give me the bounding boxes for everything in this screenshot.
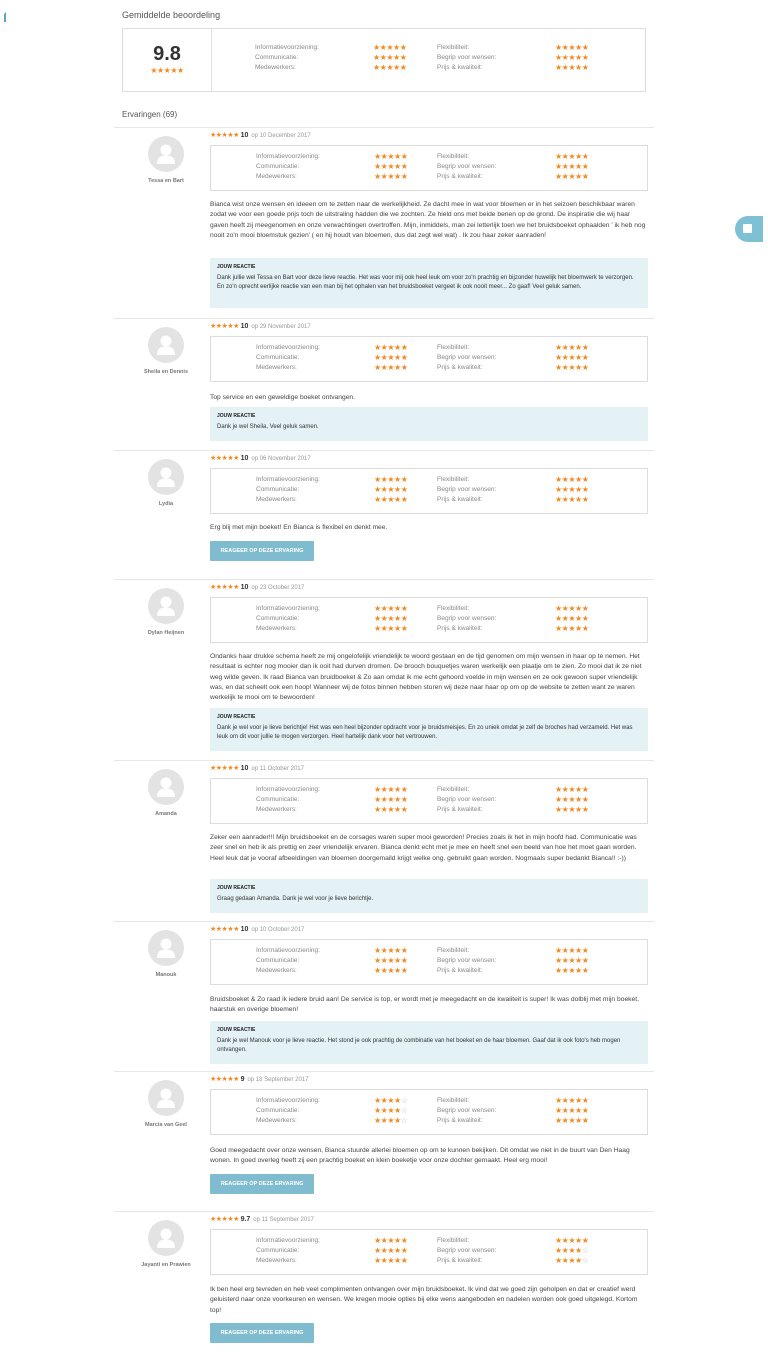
user-icon bbox=[156, 776, 176, 798]
reviewer-name: Manouk bbox=[155, 972, 177, 978]
rating-row bbox=[437, 1256, 602, 1266]
rating-row bbox=[437, 1106, 602, 1116]
rating-label: Medewerkers: bbox=[256, 967, 297, 974]
reply-title: JOUW REACTIE bbox=[217, 264, 256, 270]
review-ratings-right bbox=[437, 152, 602, 182]
chat-button[interactable] bbox=[735, 216, 763, 242]
rating-stars: ★★★★☆ bbox=[555, 1256, 589, 1265]
rating-stars: ★★★★★ bbox=[555, 172, 589, 181]
rating-row bbox=[256, 795, 421, 805]
rating-stars: ★★★★★ bbox=[555, 795, 589, 804]
rating-row bbox=[256, 1236, 421, 1246]
rating-stars: ★★★★★ bbox=[374, 604, 408, 613]
rating-stars: ★★★★☆ bbox=[555, 1246, 589, 1255]
summary-ratings-right bbox=[437, 43, 597, 73]
avatar bbox=[148, 588, 184, 624]
rating-stars: ★★★★★ bbox=[374, 966, 408, 975]
review-ratings-right bbox=[437, 785, 602, 815]
rating-row bbox=[437, 624, 602, 634]
review-text: Bianca wist onze wensen en ideeen om te zetten naar de werkelijkheid. Ze dacht mee in wat voor bloemen er in het seizoen beschikbaar waren zodat we voor een goede prijs toch de uitstraling hadden die we zochten. Ze hield ons met beide benen op de grond. De inspiratie die wij haar gaven heeft zij meegenomen en onze verwachtingen overtroffen. Mijn, inmiddels, man zei letterlijk toen we het bruidsboeket ophaalden ' ik heb nog nooit zo'n mooi bloemstuk gezien' ( en hij houdt van bloemen, dus dat zegt wel wat) . Ik zou haar zeker aanraden! bbox=[210, 201, 646, 239]
avatar bbox=[148, 327, 184, 363]
rating-label: Informatievoorziening: bbox=[256, 1237, 320, 1244]
review-ratings-right bbox=[437, 604, 602, 634]
rating-label: Prijs & kwaliteit: bbox=[437, 173, 483, 180]
owner-reply bbox=[210, 258, 648, 308]
owner-reply bbox=[210, 879, 648, 913]
avatar bbox=[148, 1080, 184, 1116]
rating-stars: ★★★★★ bbox=[555, 1236, 589, 1245]
reply-button[interactable]: REAGEER OP DEZE ERVARING bbox=[210, 1323, 314, 1343]
rating-row bbox=[256, 604, 421, 614]
reply-text: Dank je wel Sheila, Veel geluk samen. bbox=[217, 423, 319, 430]
rating-stars: ★★★★★ bbox=[374, 363, 408, 372]
review-ratings-box bbox=[210, 778, 648, 824]
review-ratings-right bbox=[437, 1096, 602, 1126]
rating-stars: ★★★★★ bbox=[555, 956, 589, 965]
rating-stars: ★★★★★ bbox=[373, 43, 407, 52]
rating-row bbox=[256, 805, 421, 815]
summary-title: Gemiddelde beoordeling bbox=[122, 10, 221, 20]
rating-label: Flexibiliteit: bbox=[437, 786, 470, 793]
rating-label: Prijs & kwaliteit: bbox=[437, 496, 483, 503]
reviewer-name: Dylan Heijnen bbox=[147, 630, 185, 636]
rating-label: Medewerkers: bbox=[256, 173, 297, 180]
user-icon bbox=[156, 466, 176, 488]
rating-row bbox=[437, 604, 602, 614]
rating-label: Informatievoorziening: bbox=[256, 786, 320, 793]
rating-label: Medewerkers: bbox=[256, 1257, 297, 1264]
avatar bbox=[148, 136, 184, 172]
review-header bbox=[210, 131, 311, 139]
review-stars: ★★★★★ bbox=[210, 584, 239, 591]
rating-row bbox=[437, 614, 602, 624]
review-stars: ★★★★★ bbox=[210, 1216, 239, 1223]
rating-stars: ★★★★★ bbox=[374, 956, 408, 965]
summary-ratings-left bbox=[255, 43, 415, 73]
rating-stars: ★★★★★ bbox=[555, 614, 589, 623]
rating-stars: ★★★★★ bbox=[374, 805, 408, 814]
rating-stars: ★★★★★ bbox=[555, 162, 589, 171]
rating-label: Communicatie: bbox=[256, 1247, 300, 1254]
rating-row bbox=[256, 1246, 421, 1256]
rating-row bbox=[256, 1096, 421, 1106]
rating-stars: ★★★★★ bbox=[374, 485, 408, 494]
review-text: Ik ben heel erg tevreden en heb veel complimenten ontvangen over mijn bruidsboeket. Ik vind dat we goed zijn geholpen en dat er creatief werd geluisterd naar onze voorkeuren en wensen. We kregen mooie opties bij elke wens aangeboden en nadelen worden ook goed uitgelegd. Kortom top! bbox=[210, 1286, 638, 1314]
review-score: 10 bbox=[240, 455, 249, 462]
rating-label: Informatievoorziening: bbox=[255, 44, 319, 51]
review-item bbox=[114, 1211, 654, 1213]
rating-stars: ★★★★★ bbox=[555, 485, 589, 494]
rating-row bbox=[256, 343, 421, 353]
rating-row bbox=[256, 495, 421, 505]
rating-row bbox=[437, 162, 602, 172]
rating-row bbox=[437, 795, 602, 805]
review-ratings-right bbox=[437, 1236, 602, 1266]
rating-label: Begrip voor wensen: bbox=[437, 486, 497, 493]
avatar bbox=[148, 769, 184, 805]
review-ratings-box bbox=[210, 468, 648, 514]
rating-label: Begrip voor wensen: bbox=[437, 163, 497, 170]
review-ratings-left bbox=[256, 475, 421, 505]
chat-icon bbox=[743, 224, 752, 233]
rating-label: Prijs & kwaliteit: bbox=[437, 64, 483, 71]
rating-row bbox=[437, 53, 597, 63]
rating-row bbox=[256, 152, 421, 162]
rating-stars: ★★★★★ bbox=[373, 53, 407, 62]
rating-label: Prijs & kwaliteit: bbox=[437, 625, 483, 632]
rating-stars: ★★★★★ bbox=[555, 363, 589, 372]
reviewer-name: Marcia van Geel bbox=[145, 1122, 187, 1128]
user-icon bbox=[156, 334, 176, 356]
review-item bbox=[114, 921, 654, 923]
review-ratings-box bbox=[210, 1089, 648, 1135]
review-ratings-left bbox=[256, 343, 421, 373]
review-date: op 06 November 2017 bbox=[251, 456, 311, 462]
review-ratings-left bbox=[256, 946, 421, 976]
review-stars: ★★★★★ bbox=[210, 926, 239, 933]
review-score: 10 bbox=[240, 323, 249, 330]
review-ratings-box bbox=[210, 145, 648, 191]
reply-title: JOUW REACTIE bbox=[217, 413, 256, 419]
avatar bbox=[148, 1220, 184, 1256]
rating-row bbox=[256, 956, 421, 966]
rating-stars: ★★★★★ bbox=[374, 343, 408, 352]
rating-row bbox=[256, 485, 421, 495]
review-text: Zeker een aanrader!!! Mijn bruidsboeket en de corsages waren super mooi geworden! Precies zoals ik het in mijn hoofd had. Communicatie was zeer snel en heb ik als prettig en zeer vriendelijk ervaren. Bianca denkt echt met je mee en heeft snel een beeld van hoe het moet gaan worden. Heel leuk dat je vooraf afbeeldingen van bloemen doorgemaild krijgt welke ong. gebruikt gaan worden. Nogmaals super bedankt Bianca!! :-)) bbox=[210, 834, 637, 862]
review-score: 10 bbox=[240, 584, 249, 591]
reply-text: Dank jullie wel Tessa en Bart voor deze lieve reactie. Het was voor mij ook heel leuk om voor zo'n prachtig en bijzonder huwelijk het bloemwerk te verzorgen. En zo'n oprecht eerlijke reactie van een man bij het ophalen van het bruidsboeket vergeet ik ook nooit meer... Zo gaaf! Veel geluk samen. bbox=[217, 274, 634, 290]
rating-stars: ★★★★★ bbox=[555, 343, 589, 352]
rating-stars: ★★★★★ bbox=[555, 1116, 589, 1125]
rating-stars: ★★★★★ bbox=[374, 1236, 408, 1245]
rating-stars: ★★★★★ bbox=[374, 353, 408, 362]
rating-row bbox=[437, 1246, 602, 1256]
review-ratings-right bbox=[437, 343, 602, 373]
review-text: Ondanks haar drukke schema heeft ze mij ongelofelijk vriendelijk te woord gestaan en de tijd genomen om mijn wensen in haar op te nemen. Het resultaat is echter nog mooier dan ik ooit had durven dromen. De brooch bouquetjes waren werkelijk een plaatje om te zien. Zo mooi dat ik ze niet weg wilde geven. Ik raad Bianca van bruidboeket & Zo aan omdat ik me echt gehoord voelde in mijn wensen en ze ook gewoon super vriendelijk was, en dat scheelt ook een hoop! Wanneer wij de fotos binnen hebben sturen wij deze naar haar op om op de website te zetten want ze waren werkelijk te mooi om te bewoorden! bbox=[210, 653, 642, 702]
review-date: op 10 October 2017 bbox=[251, 927, 305, 933]
rating-stars: ★★★★★ bbox=[374, 624, 408, 633]
review-ratings-box bbox=[210, 336, 648, 382]
user-icon bbox=[156, 1227, 176, 1249]
rating-label: Begrip voor wensen: bbox=[437, 1107, 497, 1114]
rating-label: Prijs & kwaliteit: bbox=[437, 1257, 483, 1264]
rating-stars: ★★★★★ bbox=[374, 614, 408, 623]
rating-row bbox=[256, 475, 421, 485]
review-stars: ★★★★★ bbox=[210, 1076, 239, 1083]
edge-arrow-icon bbox=[0, 12, 6, 22]
rating-row bbox=[256, 162, 421, 172]
rating-label: Medewerkers: bbox=[256, 364, 297, 371]
rating-row bbox=[256, 624, 421, 634]
rating-label: Flexibiliteit: bbox=[437, 476, 470, 483]
rating-row bbox=[437, 946, 602, 956]
rating-label: Informatievoorziening: bbox=[256, 344, 320, 351]
rating-label: Communicatie: bbox=[256, 354, 300, 361]
rating-label: Prijs & kwaliteit: bbox=[437, 1117, 483, 1124]
reviewer-name: Sheila en Dennis bbox=[143, 369, 188, 375]
rating-row bbox=[256, 1116, 421, 1126]
rating-row bbox=[437, 172, 602, 182]
review-date: op 29 November 2017 bbox=[251, 324, 311, 330]
rating-stars: ★★★★★ bbox=[555, 63, 589, 72]
review-score: 10 bbox=[240, 926, 249, 933]
rating-row bbox=[256, 172, 421, 182]
reviews-count-title: Ervaringen (69) bbox=[122, 110, 178, 119]
rating-row bbox=[437, 1236, 602, 1246]
review-header bbox=[210, 322, 311, 330]
rating-row bbox=[437, 43, 597, 53]
review-stars: ★★★★★ bbox=[210, 765, 239, 772]
review-item bbox=[114, 318, 654, 320]
review-item bbox=[114, 760, 654, 762]
rating-stars: ★★★★★ bbox=[374, 162, 408, 171]
average-stars: ★★★★★ bbox=[150, 66, 184, 75]
rating-label: Flexibiliteit: bbox=[437, 344, 470, 351]
review-ratings-box bbox=[210, 939, 648, 985]
rating-stars: ★★★★★ bbox=[374, 1256, 408, 1265]
rating-row bbox=[255, 43, 415, 53]
rating-stars: ★★★★★ bbox=[374, 946, 408, 955]
rating-stars: ★★★★★ bbox=[374, 495, 408, 504]
rating-row bbox=[437, 475, 602, 485]
rating-label: Flexibiliteit: bbox=[437, 1237, 470, 1244]
reply-button[interactable]: REAGEER OP DEZE ERVARING bbox=[210, 1174, 314, 1194]
review-item bbox=[114, 1071, 654, 1073]
user-icon bbox=[156, 595, 176, 617]
rating-row bbox=[255, 53, 415, 63]
rating-label: Begrip voor wensen: bbox=[437, 796, 497, 803]
rating-row bbox=[437, 495, 602, 505]
rating-label: Begrip voor wensen: bbox=[437, 615, 497, 622]
rating-stars: ★★★★★ bbox=[374, 1246, 408, 1255]
review-item bbox=[114, 579, 654, 581]
rating-stars: ★★★★★ bbox=[555, 353, 589, 362]
rating-stars: ★★★★★ bbox=[374, 152, 408, 161]
rating-label: Flexibiliteit: bbox=[437, 44, 470, 51]
rating-row bbox=[437, 63, 597, 73]
user-icon bbox=[156, 1087, 176, 1109]
rating-label: Informatievoorziening: bbox=[256, 605, 320, 612]
rating-label: Communicatie: bbox=[256, 796, 300, 803]
review-stars: ★★★★★ bbox=[210, 455, 239, 462]
rating-label: Medewerkers: bbox=[256, 806, 297, 813]
rating-row bbox=[256, 946, 421, 956]
rating-row bbox=[256, 966, 421, 976]
review-stars: ★★★★★ bbox=[210, 323, 239, 330]
rating-stars: ★★★★☆ bbox=[374, 1106, 408, 1115]
review-score: 9.7 bbox=[240, 1216, 251, 1223]
review-ratings-right bbox=[437, 475, 602, 505]
rating-stars: ★★★★★ bbox=[555, 1106, 589, 1115]
rating-stars: ★★★★☆ bbox=[374, 1096, 408, 1105]
rating-stars: ★★★★★ bbox=[374, 785, 408, 794]
review-ratings-left bbox=[256, 1096, 421, 1126]
rating-stars: ★★★★★ bbox=[555, 1096, 589, 1105]
rating-label: Prijs & kwaliteit: bbox=[437, 967, 483, 974]
rating-label: Prijs & kwaliteit: bbox=[437, 806, 483, 813]
review-text: Goed meegedacht over onze wensen, Bianca stuurde allerlei bloemen op om te kunnen bekijken. Dit omdat we niet in de buurt van Den Haag wonen. In goed overleg heeft zij een prachtig boeket en klein boeketje voor onze dochter gemaakt. Heel erg mooi! bbox=[210, 1147, 630, 1165]
review-ratings-left bbox=[256, 604, 421, 634]
review-header bbox=[210, 925, 304, 933]
review-score: 10 bbox=[240, 132, 249, 139]
review-stars: ★★★★★ bbox=[210, 132, 239, 139]
rating-stars: ★★★★★ bbox=[555, 785, 589, 794]
review-ratings-left bbox=[256, 785, 421, 815]
rating-row bbox=[437, 152, 602, 162]
reviewer-name: Tessa en Bart bbox=[148, 178, 184, 184]
owner-reply bbox=[210, 1021, 648, 1064]
rating-stars: ★★★★★ bbox=[374, 795, 408, 804]
owner-reply bbox=[210, 708, 648, 751]
rating-stars: ★★★★★ bbox=[555, 805, 589, 814]
review-ratings-box bbox=[210, 1229, 648, 1275]
rating-row bbox=[437, 363, 602, 373]
reviewer-name: Lydia bbox=[158, 501, 174, 507]
rating-label: Flexibiliteit: bbox=[437, 153, 470, 160]
owner-reply bbox=[210, 407, 648, 441]
rating-row bbox=[437, 353, 602, 363]
rating-label: Begrip voor wensen: bbox=[437, 354, 497, 361]
rating-label: Communicatie: bbox=[256, 615, 300, 622]
rating-label: Flexibiliteit: bbox=[437, 947, 470, 954]
rating-row bbox=[437, 1116, 602, 1126]
rating-row bbox=[437, 956, 602, 966]
review-date: op 11 October 2017 bbox=[251, 766, 304, 772]
reply-title: JOUW REACTIE bbox=[217, 714, 256, 720]
rating-label: Informatievoorziening: bbox=[256, 476, 320, 483]
rating-label: Medewerkers: bbox=[256, 496, 297, 503]
review-date: op 23 October 2017 bbox=[251, 585, 305, 591]
review-ratings-box bbox=[210, 597, 648, 643]
rating-stars: ★★★★★ bbox=[555, 624, 589, 633]
rating-stars: ★★★★★ bbox=[555, 495, 589, 504]
rating-label: Begrip voor wensen: bbox=[437, 54, 497, 61]
avatar bbox=[148, 930, 184, 966]
rating-stars: ★★★★★ bbox=[555, 43, 589, 52]
rating-label: Begrip voor wensen: bbox=[437, 1247, 497, 1254]
rating-row bbox=[256, 614, 421, 624]
rating-label: Medewerkers: bbox=[256, 1117, 297, 1124]
rating-stars: ★★★★★ bbox=[374, 172, 408, 181]
rating-row bbox=[437, 966, 602, 976]
summary-box bbox=[122, 28, 646, 92]
review-header bbox=[210, 1075, 309, 1083]
rating-stars: ★★★★★ bbox=[555, 53, 589, 62]
rating-label: Communicatie: bbox=[256, 1107, 300, 1114]
rating-row bbox=[256, 1106, 421, 1116]
review-text: Top service en een geweldige boeket ontvangen. bbox=[210, 394, 355, 401]
rating-label: Begrip voor wensen: bbox=[437, 957, 497, 964]
rating-label: Flexibiliteit: bbox=[437, 605, 470, 612]
review-score: 10 bbox=[240, 765, 249, 772]
rating-row bbox=[256, 785, 421, 795]
rating-row bbox=[437, 1096, 602, 1106]
review-score: 9 bbox=[240, 1076, 245, 1083]
reply-text: Graag gedaan Amanda. Dank je wel voor je lieve berichtje. bbox=[217, 895, 374, 902]
rating-label: Medewerkers: bbox=[255, 64, 296, 71]
user-icon bbox=[156, 937, 176, 959]
rating-label: Prijs & kwaliteit: bbox=[437, 364, 483, 371]
reviewer-name: Amanda bbox=[155, 811, 177, 817]
rating-stars: ★★★★★ bbox=[555, 966, 589, 975]
rating-stars: ★★★★☆ bbox=[374, 1116, 408, 1125]
rating-stars: ★★★★★ bbox=[373, 63, 407, 72]
rating-label: Communicatie: bbox=[255, 54, 299, 61]
review-header bbox=[210, 454, 311, 462]
rating-row bbox=[256, 363, 421, 373]
rating-stars: ★★★★★ bbox=[555, 604, 589, 613]
rating-row bbox=[256, 353, 421, 363]
review-text: Erg blij met mijn boeket! En Bianca is flexibel en denkt mee. bbox=[210, 524, 388, 531]
average-score: 9.8 bbox=[153, 43, 181, 65]
review-header bbox=[210, 583, 304, 591]
rating-label: Informatievoorziening: bbox=[256, 947, 320, 954]
reply-text: Dank je wel Manouk voor je lieve reactie. Het stond je ook prachtig de combinatie van het boeket en de haar bloemen. Gaaf dat ik ook foto's heb mogen ontvangen. bbox=[217, 1037, 621, 1053]
review-ratings-right bbox=[437, 946, 602, 976]
review-date: op 18 September 2017 bbox=[247, 1077, 309, 1083]
review-date: op 10 December 2017 bbox=[251, 133, 311, 139]
reviewer-name: Jayanti en Prawien bbox=[141, 1262, 191, 1268]
rating-stars: ★★★★★ bbox=[374, 475, 408, 484]
reply-button[interactable]: REAGEER OP DEZE ERVARING bbox=[210, 541, 314, 561]
rating-label: Informatievoorziening: bbox=[256, 153, 320, 160]
review-date: op 11 September 2017 bbox=[253, 1217, 314, 1223]
rating-row bbox=[437, 785, 602, 795]
rating-label: Medewerkers: bbox=[256, 625, 297, 632]
rating-row bbox=[437, 805, 602, 815]
reply-title: JOUW REACTIE bbox=[217, 885, 256, 891]
rating-label: Flexibiliteit: bbox=[437, 1097, 470, 1104]
rating-stars: ★★★★★ bbox=[555, 475, 589, 484]
reply-text: Dank je wel voor je lieve berichtje! Het was een heel bijzonder opdracht voor je bruidsmeisjes. En zo uniek omdat je zelf de broches had verzameld. Het was leuk om dit voor jullie te mogen verzorgen. Heel hartelijk dank voor het vertrouwen. bbox=[217, 724, 633, 740]
review-header bbox=[210, 1215, 314, 1223]
review-item bbox=[114, 450, 654, 452]
rating-row bbox=[255, 63, 415, 73]
summary-score-block bbox=[123, 29, 212, 91]
rating-row bbox=[437, 343, 602, 353]
review-ratings-left bbox=[256, 1236, 421, 1266]
review-header bbox=[210, 764, 304, 772]
review-ratings-left bbox=[256, 152, 421, 182]
rating-stars: ★★★★★ bbox=[555, 946, 589, 955]
rating-row bbox=[437, 485, 602, 495]
rating-label: Informatievoorziening: bbox=[256, 1097, 320, 1104]
reply-title: JOUW REACTIE bbox=[217, 1027, 256, 1033]
review-item bbox=[114, 127, 654, 129]
rating-label: Communicatie: bbox=[256, 163, 300, 170]
user-icon bbox=[156, 143, 176, 165]
rating-label: Communicatie: bbox=[256, 957, 300, 964]
avatar bbox=[148, 459, 184, 495]
rating-row bbox=[256, 1256, 421, 1266]
rating-label: Communicatie: bbox=[256, 486, 300, 493]
review-text: Bruidsboeket & Zo raad ik iedere bruid aan! De service is top, er wordt met je meegedacht en de kwaliteit is super! Ik was dolblij met mijn boeket, haarstuk en overige bloemen! bbox=[210, 996, 639, 1014]
rating-stars: ★★★★★ bbox=[555, 152, 589, 161]
